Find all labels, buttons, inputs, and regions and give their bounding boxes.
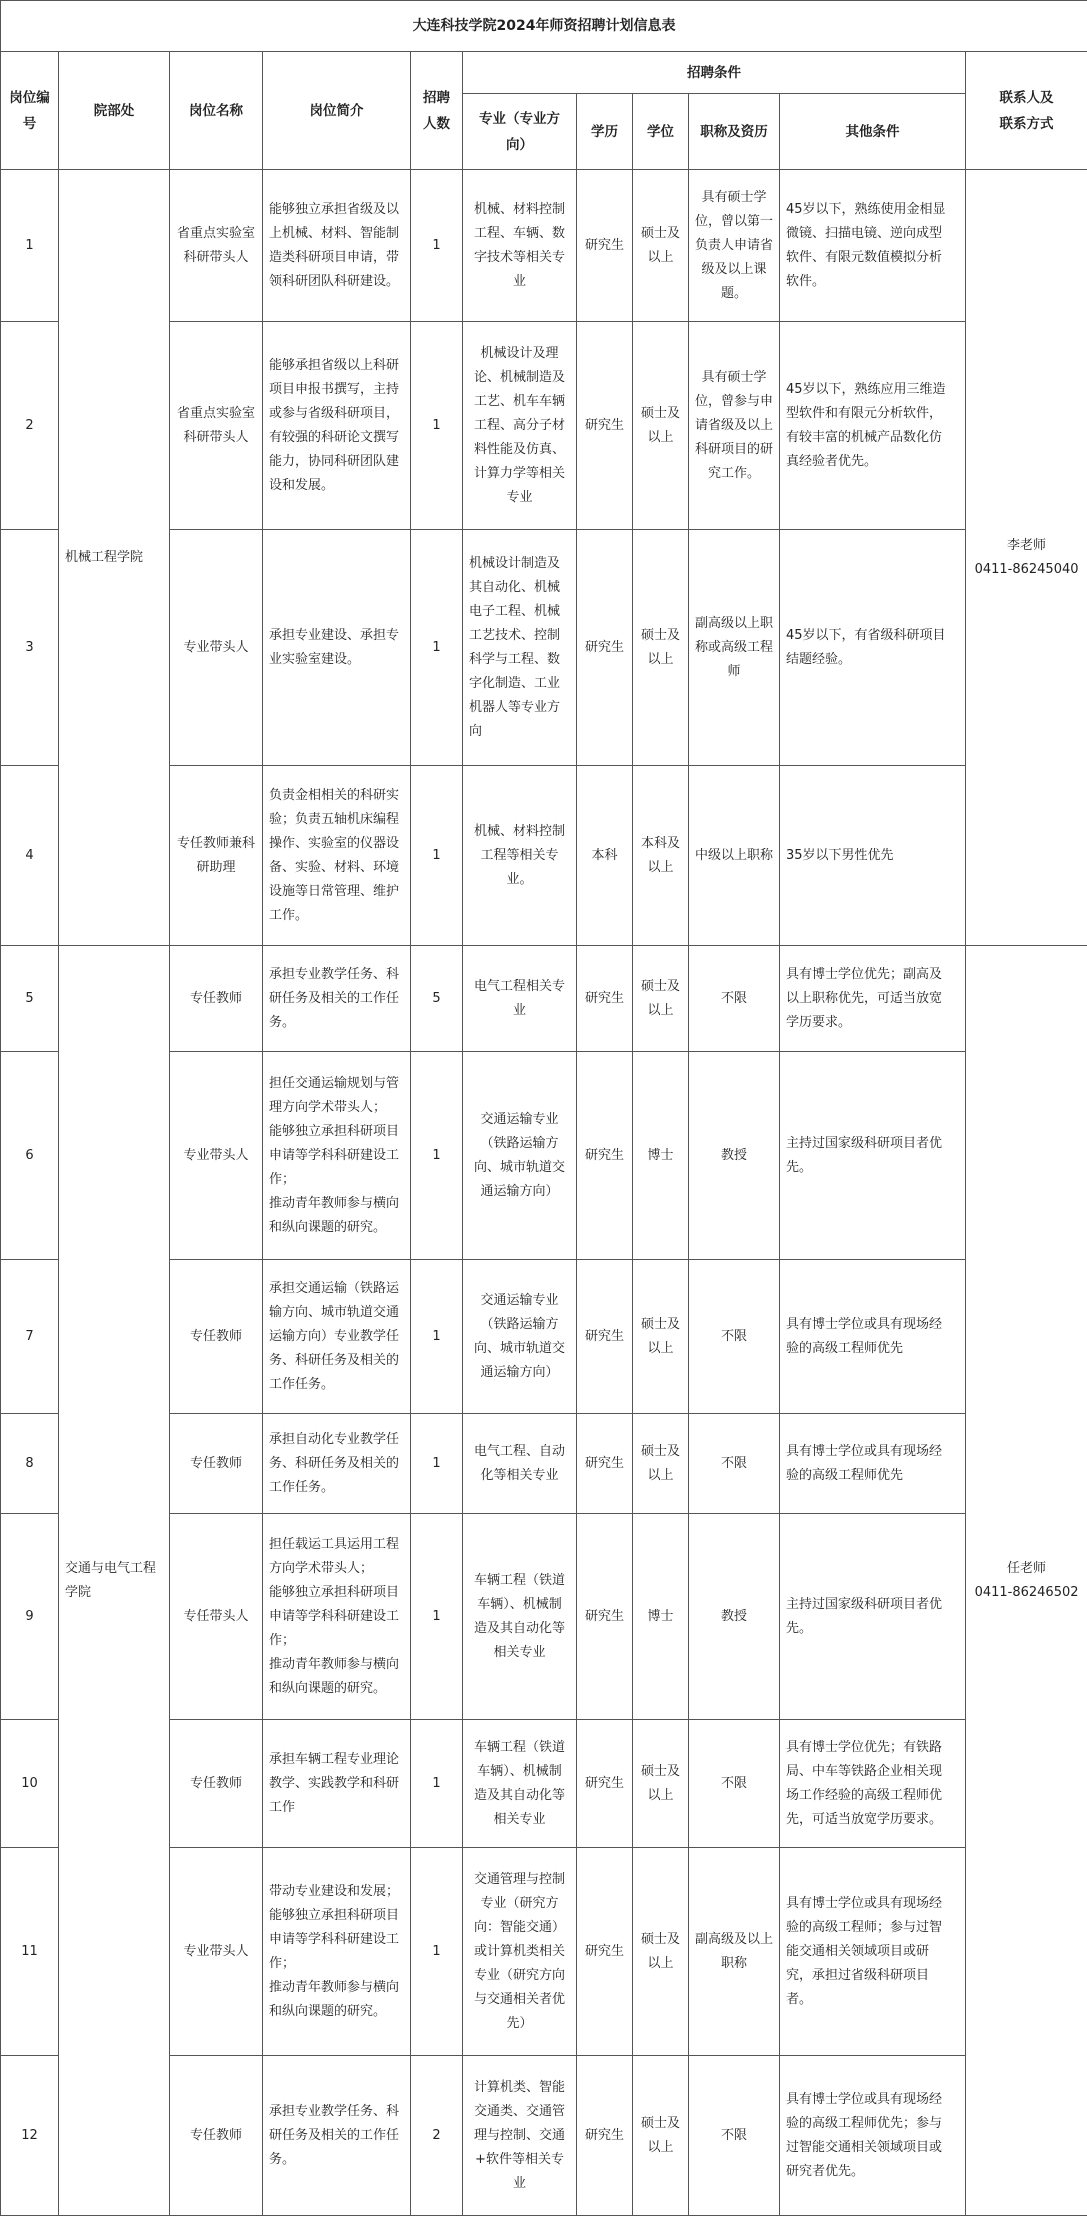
cell-title-exp: 中级以上职称: [689, 766, 780, 946]
cell-count: 1: [411, 170, 463, 322]
cell-major: 机械设计及理 论、机械制造及 工艺、机车车辆 工程、高分子材 料性能及仿真、 计算力学等相关 专业: [463, 322, 577, 530]
cell-count: 1: [411, 1414, 463, 1514]
cell-count: 1: [411, 1260, 463, 1414]
cell-id: 6: [1, 1052, 59, 1260]
cell-intro: 能够承担省级以上科研 项目申报书撰写，主持 或参与省级科研项目， 有较强的科研论文撰写 能力，协同科研团队建 设和发展。: [263, 322, 411, 530]
cell-edu: 研究生: [577, 322, 633, 530]
cell-degree: 硕士及 以上: [633, 1260, 689, 1414]
cell-edu: 研究生: [577, 530, 633, 766]
table-row: [1, 170, 1087, 322]
cell-intro: 承担专业教学任务、科 研任务及相关的工作任 务。: [263, 2056, 411, 2216]
cell-other: 45岁以下，熟练使用金相显 微镜、扫描电镜、逆向成型 软件、有限元数值模拟分析 软件。: [780, 170, 966, 322]
cell-title-exp: 不限: [689, 2056, 780, 2216]
cell-name: 省重点实验室 科研带头人: [170, 170, 263, 322]
cell-title-exp: 不限: [689, 1720, 780, 1848]
cell-major: 车辆工程（铁道 车辆）、机械制 造及其自动化等 相关专业: [463, 1514, 577, 1720]
cell-other: 45岁以下，有省级科研项目 结题经验。: [780, 530, 966, 766]
cell-other: 具有博士学位或具有现场经 验的高级工程师优先；参与 过智能交通相关领域项目或 研究者优先。: [780, 2056, 966, 2216]
cell-id: 2: [1, 322, 59, 530]
cell-count: 5: [411, 946, 463, 1052]
cell-edu: 研究生: [577, 1414, 633, 1514]
cell-major: 机械、材料控制 工程等相关专 业。: [463, 766, 577, 946]
cell-intro: 承担交通运输（铁路运 输方向、城市轨道交通 运输方向）专业教学任 务、科研任务及相关的 工作任务。: [263, 1260, 411, 1414]
cell-id: 8: [1, 1414, 59, 1514]
cell-degree: 博士: [633, 1052, 689, 1260]
header-intro: 岗位简介: [263, 52, 411, 170]
cell-other: 具有博士学位优先；有铁路 局、中车等铁路企业相关现 场工作经验的高级工程师优 先，可适当放宽学历要求。: [780, 1720, 966, 1848]
cell-major: 车辆工程（铁道 车辆）、机械制 造及其自动化等 相关专业: [463, 1720, 577, 1848]
cell-id: 5: [1, 946, 59, 1052]
cell-major: 交通运输专业 （铁路运输方 向、城市轨道交 通运输方向）: [463, 1052, 577, 1260]
cell-title-exp: 具有硕士学 位，曾以第一 负责人申请省 级及以上课 题。: [689, 170, 780, 322]
cell-major: 电气工程相关专 业: [463, 946, 577, 1052]
cell-name: 专任带头人: [170, 1514, 263, 1720]
cell-degree: 本科及 以上: [633, 766, 689, 946]
table-row: [1, 946, 1087, 1052]
cell-name: 专任教师: [170, 946, 263, 1052]
cell-other: 45岁以下，熟练应用三维造 型软件和有限元分析软件， 有较丰富的机械产品数化仿 真经验者优先。: [780, 322, 966, 530]
cell-title-exp: 不限: [689, 1414, 780, 1514]
cell-edu: 研究生: [577, 1848, 633, 2056]
cell-title-exp: 教授: [689, 1052, 780, 1260]
cell-intro: 带动专业建设和发展； 能够独立承担科研项目 申请等学科科研建设工 作； 推动青年教师参与横向 和纵向课题的研究。: [263, 1848, 411, 2056]
cell-id: 7: [1, 1260, 59, 1414]
cell-other: 具有博士学位优先；副高及 以上职称优先，可适当放宽 学历要求。: [780, 946, 966, 1052]
cell-intro: 负责金相相关的科研实 验；负责五轴机床编程 操作、实验室的仪器设 备、实验、材料、环境 设施等日常管理、维护 工作。: [263, 766, 411, 946]
header-dept: 院部处: [59, 52, 170, 170]
cell-id: 1: [1, 170, 59, 322]
header-title-exp: 职称及资历: [689, 94, 780, 170]
cell-edu: 研究生: [577, 1720, 633, 1848]
header-contact: 联系人及 联系方式: [966, 52, 1087, 170]
cell-id: 3: [1, 530, 59, 766]
cell-name: 专任教师: [170, 1260, 263, 1414]
cell-degree: 硕士及 以上: [633, 322, 689, 530]
cell-major: 交通管理与控制 专业（研究方 向：智能交通） 或计算机类相关 专业（研究方向 与交通相关者优 先）: [463, 1848, 577, 2056]
cell-other: 主持过国家级科研项目者优 先。: [780, 1052, 966, 1260]
cell-edu: 研究生: [577, 1052, 633, 1260]
cell-count: 1: [411, 1052, 463, 1260]
cell-intro: 承担专业教学任务、科 研任务及相关的工作任 务。: [263, 946, 411, 1052]
cell-count: 1: [411, 1514, 463, 1720]
cell-edu: 研究生: [577, 170, 633, 322]
cell-id: 12: [1, 2056, 59, 2216]
cell-id: 10: [1, 1720, 59, 1848]
header-name: 岗位名称: [170, 52, 263, 170]
cell-major: 机械、材料控制 工程、车辆、数 字技术等相关专 业: [463, 170, 577, 322]
cell-title-exp: 具有硕士学 位，曾参与申 请省级及以上 科研项目的研 究工作。: [689, 322, 780, 530]
cell-degree: 硕士及 以上: [633, 170, 689, 322]
cell-name: 专任教师兼科 研助理: [170, 766, 263, 946]
cell-id: 4: [1, 766, 59, 946]
cell-intro: 承担专业建设、承担专 业实验室建设。: [263, 530, 411, 766]
cell-title-exp: 不限: [689, 946, 780, 1052]
cell-id: 11: [1, 1848, 59, 2056]
cell-degree: 硕士及 以上: [633, 2056, 689, 2216]
cell-name: 专任教师: [170, 1720, 263, 1848]
cell-edu: 研究生: [577, 1514, 633, 1720]
cell-title-exp: 不限: [689, 1260, 780, 1414]
cell-degree: 博士: [633, 1514, 689, 1720]
table-title: 大连科技学院2024年师资招聘计划信息表: [1, 1, 1087, 52]
cell-name: 省重点实验室 科研带头人: [170, 322, 263, 530]
header-degree: 学位: [633, 94, 689, 170]
cell-other: 具有博士学位或具有现场经 验的高级工程师优先: [780, 1260, 966, 1414]
header-edu: 学历: [577, 94, 633, 170]
cell-title-exp: 副高级及以上 职称: [689, 1848, 780, 2056]
cell-intro: 担任载运工具运用工程 方向学术带头人； 能够独立承担科研项目 申请等学科科研建设工 作； 推动青年教师参与横向 和纵向课题的研究。: [263, 1514, 411, 1720]
cell-contact: 任老师 0411-86246502: [966, 946, 1087, 2216]
cell-name: 专业带头人: [170, 530, 263, 766]
cell-intro: 承担自动化专业教学任 务、科研任务及相关的 工作任务。: [263, 1414, 411, 1514]
cell-degree: 硕士及 以上: [633, 1720, 689, 1848]
cell-name: 专业带头人: [170, 1848, 263, 2056]
cell-edu: 研究生: [577, 2056, 633, 2216]
cell-intro: 承担车辆工程专业理论 教学、实践教学和科研 工作: [263, 1720, 411, 1848]
cell-id: 9: [1, 1514, 59, 1720]
cell-name: 专任教师: [170, 2056, 263, 2216]
cell-count: 1: [411, 322, 463, 530]
cell-major: 交通运输专业 （铁路运输方 向、城市轨道交 通运输方向）: [463, 1260, 577, 1414]
cell-degree: 硕士及 以上: [633, 530, 689, 766]
cell-name: 专业带头人: [170, 1052, 263, 1260]
header-count: 招聘 人数: [411, 52, 463, 170]
cell-edu: 研究生: [577, 1260, 633, 1414]
cell-count: 2: [411, 2056, 463, 2216]
header-conditions: 招聘条件: [463, 52, 966, 94]
cell-count: 1: [411, 766, 463, 946]
cell-degree: 硕士及 以上: [633, 1414, 689, 1514]
cell-major: 机械设计制造及 其自动化、机械 电子工程、机械 工艺技术、控制 科学与工程、数 字化制造、工业 机器人等专业方 向: [463, 530, 577, 766]
cell-title-exp: 教授: [689, 1514, 780, 1720]
cell-other: 具有博士学位或具有现场经 验的高级工程师优先: [780, 1414, 966, 1514]
cell-intro: 能够独立承担省级及以 上机械、材料、智能制 造类科研项目申请，带 领科研团队科研建设。: [263, 170, 411, 322]
cell-intro: 担任交通运输规划与管 理方向学术带头人； 能够独立承担科研项目 申请等学科科研建设工 作； 推动青年教师参与横向 和纵向课题的研究。: [263, 1052, 411, 1260]
cell-major: 计算机类、智能 交通类、交通管 理与控制、交通 +软件等相关专 业: [463, 2056, 577, 2216]
cell-degree: 硕士及 以上: [633, 946, 689, 1052]
header-other: 其他条件: [780, 94, 966, 170]
cell-dept: 机械工程学院: [59, 170, 170, 946]
cell-count: 1: [411, 1720, 463, 1848]
cell-edu: 研究生: [577, 946, 633, 1052]
cell-contact: 李老师 0411-86245040: [966, 170, 1087, 946]
cell-degree: 硕士及 以上: [633, 1848, 689, 2056]
cell-edu: 本科: [577, 766, 633, 946]
cell-major: 电气工程、自动 化等相关专业: [463, 1414, 577, 1514]
cell-count: 1: [411, 1848, 463, 2056]
header-id: 岗位编 号: [1, 52, 59, 170]
cell-other: 35岁以下男性优先: [780, 766, 966, 946]
cell-other: 具有博士学位或具有现场经 验的高级工程师；参与过智 能交通相关领域项目或研 究，承担过省级科研项目 者。: [780, 1848, 966, 2056]
cell-other: 主持过国家级科研项目者优 先。: [780, 1514, 966, 1720]
cell-name: 专任教师: [170, 1414, 263, 1514]
cell-title-exp: 副高级以上职 称或高级工程 师: [689, 530, 780, 766]
cell-dept: 交通与电气工程 学院: [59, 946, 170, 2216]
header-major: 专业（专业方 向）: [463, 94, 577, 170]
cell-count: 1: [411, 530, 463, 766]
